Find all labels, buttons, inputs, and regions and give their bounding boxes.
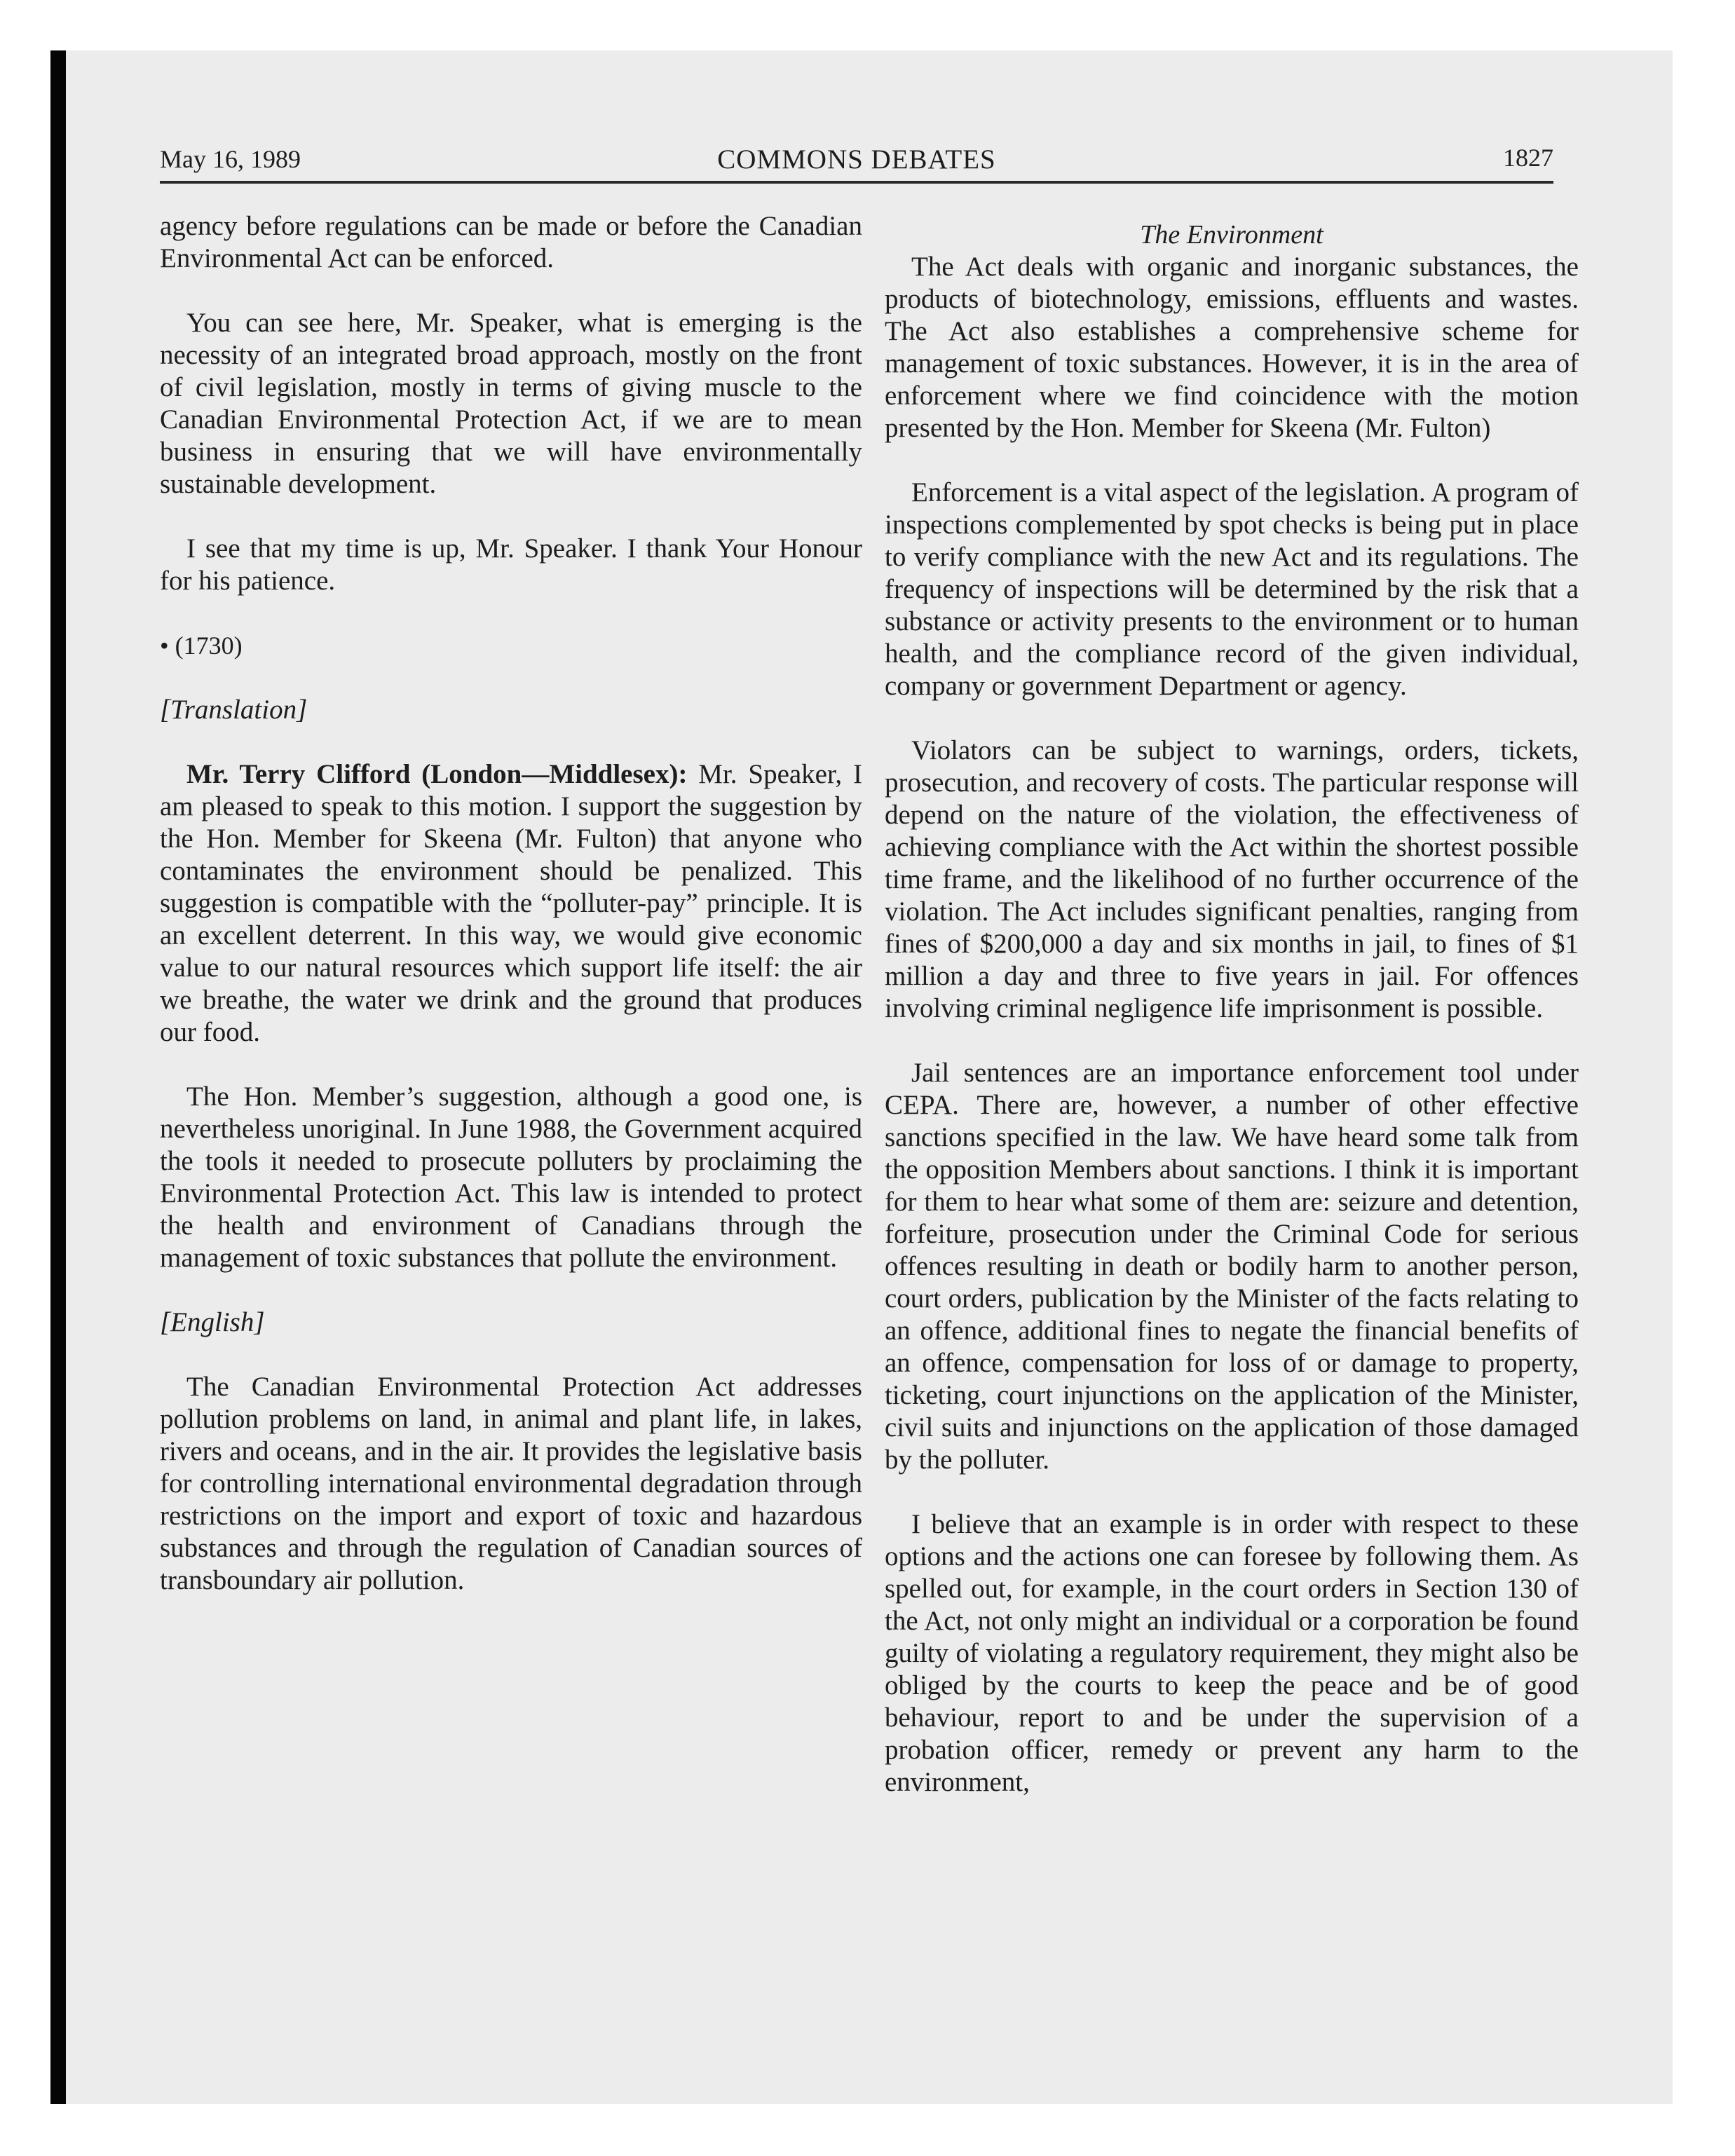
paragraph: You can see here, Mr. Speaker, what is emerging is the necessity of an integrated broad approach, mostly on the front of civil legislation, mostly in terms of giving muscle to the Canadian Environmental Protection Act, if we are to mean business in ensuring that we will have environmentally sustainable development. — [160, 308, 862, 499]
paragraph: The Canadian Environmental Protection Act addresses pollution problems on land, in animal and plant life, in lakes, rivers and oceans, and in the air. It provides the legislative basis for controlling international environmental degradation through restrictions on the import and export of toxic and hazardous substances and through the regulation of Canadian sources of transboundary air pollution. — [160, 1372, 862, 1595]
paragraph: The Hon. Member’s suggestion, although a good one, is nevertheless unoriginal. In June 1988, the Government acquired the tools it needed to prosecute polluters by proclaiming the Environmental Protection Act. This law is intended to protect the health and environment of Canadians through the management of toxic substances that pollute the environment. — [160, 1082, 862, 1273]
header-title: COMMONS DEBATES — [717, 144, 996, 175]
page-number: 1827 — [1503, 144, 1553, 172]
right-column — [885, 219, 1579, 1799]
speech-paragraph — [160, 758, 862, 1049]
time-marker: • (1730) — [160, 632, 243, 660]
speaker-name: Mr. Terry Clifford (London—Middlesex): — [186, 759, 688, 789]
paragraph: Jail sentences are an importance enforcement tool under CEPA. There are, however, a number of other effective sanctions specified in the law. We have heard some talk from the opposition Members about sanctions. I think it is important for them to hear what some of them are: seizure and detention, forfeiture, prosecution under the Criminal Code for serious offences resulting in death or bodily harm to another person, court orders, publication by the Minister of the facts relating to an offence, additional fines to negate the financial benefits of an offence, compensation for loss of or damage to property, ticketing, court injunctions on the application of the Minister, civil suits and injunctions on the application of those damaged by the polluter. — [885, 1058, 1579, 1475]
paragraph: agency before regulations can be made or before the Canadian Environmental Act can be enforced. — [160, 211, 862, 273]
page-header — [160, 139, 1553, 184]
translation-tag: [Translation] — [160, 695, 308, 725]
paragraph: Violators can be subject to warnings, orders, tickets, prosecution, and recovery of costs. The particular response will depend on the nature of the violation, the effectiveness of achieving compliance with the Act within the shortest possible time frame, and the likelihood of no further occurrence of the violation. The Act includes significant penalties, ranging from fines of $200,000 a day and six months in jail, to fines of $1 million a day and three to five years in jail. For offences involving criminal negligence life imprisonment is possible. — [885, 735, 1579, 1023]
left-column — [160, 210, 862, 1597]
paragraph: The Act deals with organic and inorganic substances, the products of biotechnology, emissions, effluents and wastes. The Act also establishes a comprehensive scheme for management of toxic substances. However, it is in the area of enforcement where we find coincidence with the motion presented by the Hon. Member for Skeena (Mr. Fulton) — [885, 252, 1579, 443]
paragraph: I believe that an example is in order with respect to these options and the actions one can foresee by following them. As spelled out, for example, in the court orders in Section 130 of the Act, not only might an individual or a corporation be found guilty of violating a regulatory requirement, they might also be obliged by the courts to keep the peace and be of good behaviour, report to and be under the supervision of a probation officer, remedy or prevent any harm to the environment, — [885, 1509, 1579, 1797]
paragraph: Enforcement is a vital aspect of the legislation. A program of inspections complemented by spot checks is being put in place to verify compliance with the new Act and its regulations. The frequency of inspections will be determined by the risk that a substance or activity presents to the environment or to human health, and the compliance record of the given individual, company or government Department or agency. — [885, 477, 1579, 701]
header-date: May 16, 1989 — [160, 145, 301, 173]
paragraph: I see that my time is up, Mr. Speaker. I thank Your Honour for his patience. — [160, 533, 862, 596]
section-heading: The Environment — [1140, 220, 1324, 250]
speech-text: Mr. Speaker, I am pleased to speak to this motion. I support the suggestion by the Hon. Member for Skeena (Mr. Fulton) that anyone who contaminates the environment should be penalized. This suggestion is compatible with the “polluter-pay” principle. It is an excellent deterrent. In this way, we would give economic value to our natural resources which support life itself: the air we breathe, the water we drink and the ground that produces our food. — [160, 759, 862, 1047]
english-tag: [English] — [160, 1307, 265, 1337]
scan-edge — [50, 50, 66, 2104]
